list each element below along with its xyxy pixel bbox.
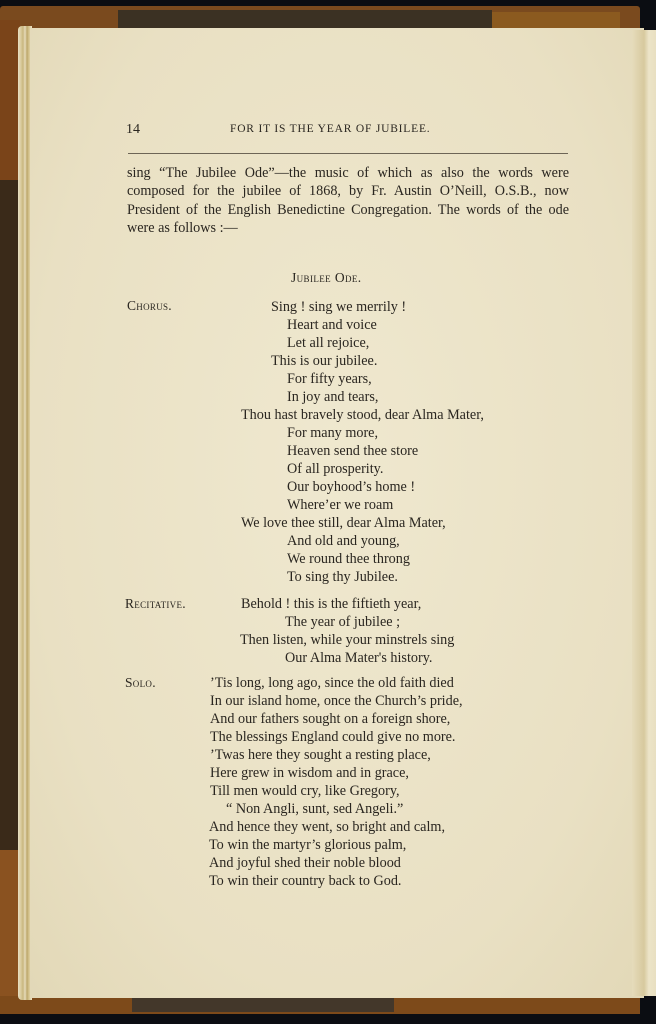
verse-line: Heaven send thee store [287,443,419,459]
section-label-chorus: Chorus. [127,298,172,313]
verse-line: Thou hast bravely stood, dear Alma Mater, [241,407,484,423]
verse-line: Then listen, while your minstrels sing [240,632,455,648]
verse-line: “ Non Angli, sunt, sed Angeli.” [226,801,404,817]
verse-line: We round thee throng [287,551,410,567]
verse-line: ’Tis long, long ago, since the old faith died [210,675,454,691]
verse-line: Our boyhood’s home ! [287,479,416,495]
verse-line: Heart and voice [287,317,377,333]
verse-line: We love thee still, dear Alma Mater, [241,515,446,531]
verse-line: Of all prosperity. [287,461,384,477]
verse-line: This is our jubilee. [271,353,378,369]
verse-line: Sing ! sing we merrily ! [271,299,407,315]
verse-line: Where’er we roam [287,497,394,513]
page-header [126,122,568,142]
verse-line: And our fathers sought on a foreign shore, [210,711,451,727]
verse-line: And old and young, [287,533,400,549]
verse-line: In joy and tears, [287,389,379,405]
running-head: FOR IT IS THE YEAR OF JUBILEE. [230,123,431,135]
intro-text: sing “The Jubilee Ode”—the music of which as also the words were composed for the jubilee of 1868, by Fr. Austin O’Neill, O.S.B., now President of the English Benedictine Congregation. The words of the ode were as follows :— [127,165,569,236]
verse-line: Here grew in wisdom and in grace, [210,765,409,781]
verse-line: For fifty years, [287,371,372,387]
verse-line: And joyful shed their noble blood [209,855,401,871]
verse-line: Our Alma Mater's history. [285,650,433,666]
verse-line: The year of jubilee ; [285,614,401,630]
header-rule [128,153,568,154]
verse-line: Let all rejoice, [287,335,370,351]
verse-line: In our island home, once the Church’s pride, [210,693,463,709]
verse-line: For many more, [287,425,379,441]
verse-line: To win their country back to God. [209,873,402,889]
intro-paragraph [127,164,569,237]
verse-line: Till men would cry, like Gregory, [210,783,400,799]
verse-line: To win the martyr’s glorious palm, [209,837,407,853]
ode-title: Jubilee Ode. [291,270,362,285]
verse-line: ’Twas here they sought a resting place, [210,747,431,763]
verse-line: The blessings England could give no more. [210,729,456,745]
section-label-recitative: Recitative. [125,596,186,611]
verse-line: Behold ! this is the fiftieth year, [241,596,422,612]
section-label-solo: Solo. [125,675,156,690]
verse-line: And hence they went, so bright and calm, [209,819,445,835]
page-number: 14 [126,122,140,137]
verse-line: To sing thy Jubilee. [287,569,398,585]
